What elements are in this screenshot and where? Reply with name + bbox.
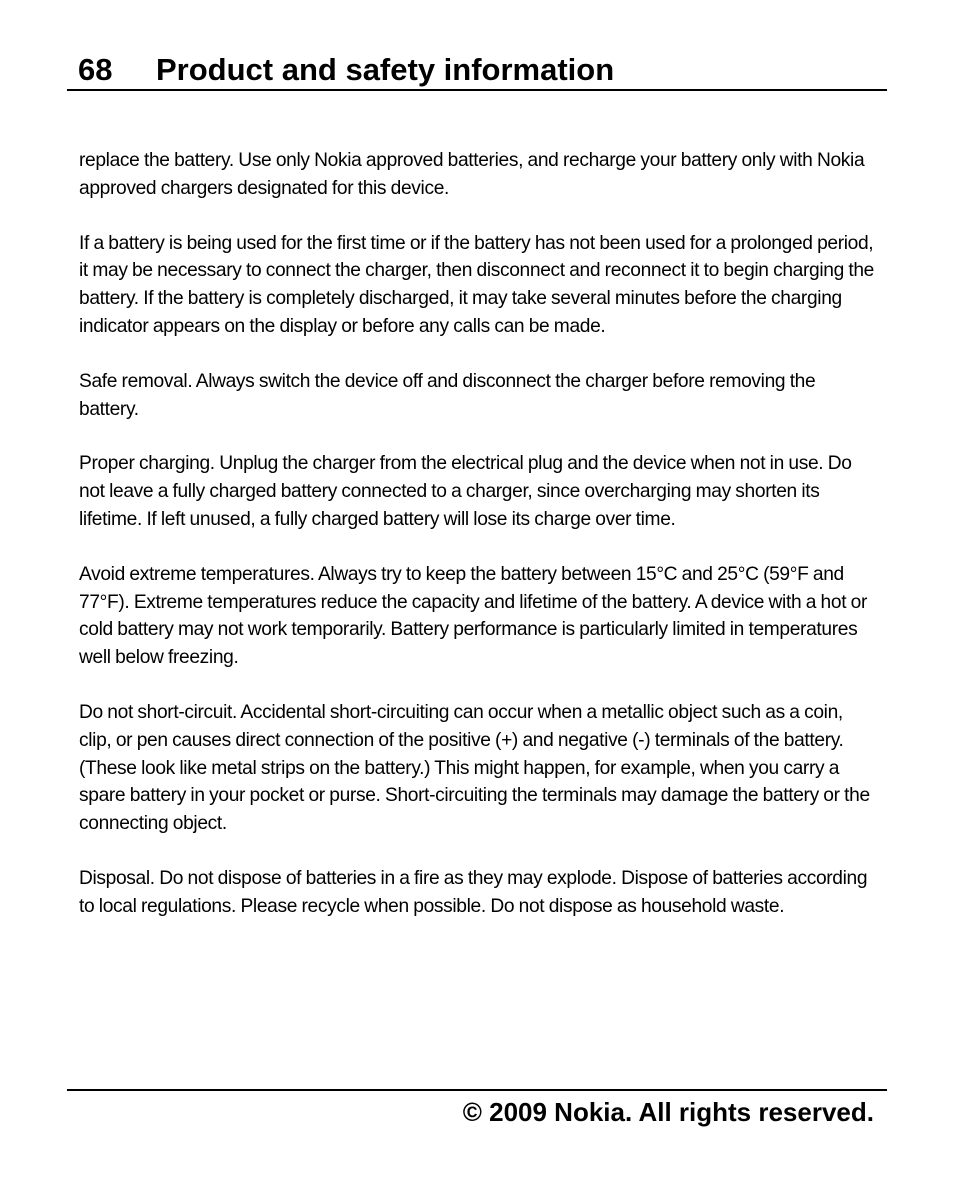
paragraph-first-use: If a battery is being used for the first time or if the battery has not been used for a prolonged period, it may be necessary to connect the charger, then disconnect and reconnect it to begin charging the battery. If the battery is completely discharged, it may take several minutes before the charging indicator appears on the display or before any calls can be made. [79, 232, 875, 337]
body-text [79, 147, 879, 948]
page-number: 68 [78, 52, 113, 87]
paragraph-proper-charging: Proper charging. Unplug the charger from the electrical plug and the device when not in use. Do not leave a fully charged battery connected to a charger, since overcharging may shorten its lifetime. If left unused, a fully charged battery will lose its charge over time. [79, 453, 852, 530]
paragraph-extreme-temperatures: Avoid extreme temperatures. Always try to keep the battery between 15°C and 25°C (59°F and 77°F). Extreme temperatures reduce the capacity and lifetime of the battery. A device with a hot or cold battery may not work temporarily. Battery performance is particularly limited in temperatures well below freezing. [79, 563, 868, 669]
section-title: Product and safety information [156, 52, 615, 87]
page-header [78, 48, 878, 92]
copyright-notice: © 2009 Nokia. All rights reserved. [462, 1097, 874, 1127]
paragraph-short-circuit: Do not short-circuit. Accidental short-circuiting can occur when a metallic object such as a coin, clip, or pen causes direct connection of the positive (+) and negative (-) terminals of the battery. (These look like metal strips on the battery.) This might happen, for example, when you carry a spare battery in your pocket or purse. Short-circuiting the terminals may damage the battery or the connecting object. [79, 701, 870, 835]
paragraph-battery-replacement: replace the battery. Use only Nokia approved batteries, and recharge your battery only with Nokia approved chargers designated for this device. [79, 150, 865, 199]
footer-divider [67, 1089, 887, 1091]
header-divider [67, 89, 887, 91]
paragraph-disposal: Disposal. Do not dispose of batteries in a fire as they may explode. Dispose of batteries according to local regulations. Please recycle when possible. Do not dispose as household waste. [79, 867, 868, 917]
paragraph-safe-removal: Safe removal. Always switch the device off and disconnect the charger before removing the battery. [79, 370, 816, 420]
